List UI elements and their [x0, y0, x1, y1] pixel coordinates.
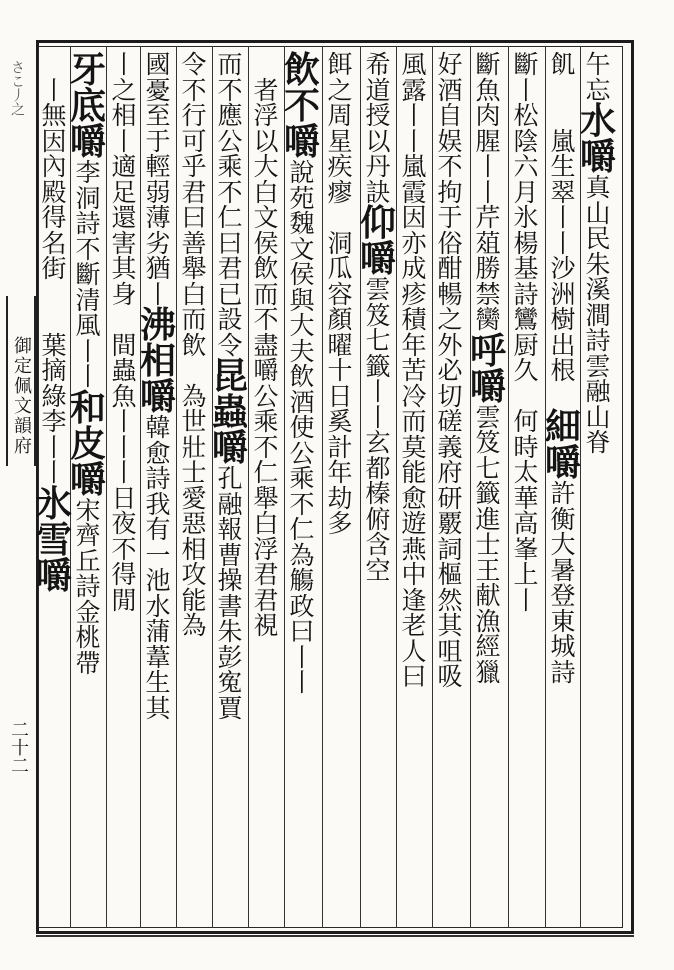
headword: 嚼	[36, 554, 73, 597]
text-column	[546, 52, 580, 685]
headword: 蟲	[212, 391, 249, 433]
text-segment: 好 酒 自 娱 不 拘 于 俗 酣 暢 之 外 必 切 磋 義 府 研 覈 詞 樞 然 其 咀 吸	[437, 50, 463, 691]
headword: 氷	[36, 482, 73, 525]
text-segment: 丨 之 相 丨 適 足 還 害 其 身	[111, 50, 137, 309]
text-column	[323, 52, 357, 537]
text-segment: 飢	[550, 50, 576, 79]
text-segment: 間 蟲 魚 丨 丨 丨 日 夜 不 得 閒	[111, 330, 137, 615]
headword: 仰	[360, 202, 397, 244]
text-segment: 午 忘	[585, 50, 611, 105]
text-column	[361, 52, 395, 583]
headword: 相	[140, 340, 177, 382]
headword: 嚼	[580, 136, 617, 178]
headword: 嚼	[545, 442, 582, 484]
text-segment	[41, 282, 66, 333]
text-segment: 許 衡 大 暑 登 東 城 詩	[550, 479, 576, 687]
headword: 水	[580, 100, 617, 142]
headword: 嚼	[70, 458, 107, 501]
text-segment: 孔 融 報 曹 操 書 朱 彭 寃 賈	[217, 464, 243, 723]
page-number	[6, 720, 30, 774]
text-segment: 嵐 生 翠 丨 丨 沙 洲 樹 出 根	[550, 126, 576, 385]
headword: 飲	[284, 49, 321, 91]
headword: 皮	[70, 422, 107, 465]
text-segment: 宋 齊 丘 詩 金 桃 帶	[75, 495, 101, 678]
text-segment: 斷 魚 肉 腥 丨 丨 芹 葅 勝 禁 臠	[475, 50, 501, 334]
text-column	[141, 52, 175, 721]
text-column	[284, 49, 321, 697]
text-segment: 希 道 授 以 丹 訣	[365, 50, 391, 207]
headword: 嚼	[284, 121, 321, 163]
text-segment: 風 露 丨 丨 嵐 霞 因 亦 成 疹 積 年 苦 冷 而 莫 能 愈 遊 燕 中 逢 老 人 曰	[401, 50, 427, 691]
text-segment: 葉 摘 綠 李 丨 丨	[41, 330, 67, 487]
text-segment	[41, 52, 66, 78]
text-column	[397, 52, 431, 690]
headword: 呼	[470, 329, 507, 372]
text-segment: 丨 松 陰 六 月 氷 楊 基 詩 鸞 厨 久	[513, 75, 539, 385]
text-segment: 韓 愈 詩 我 有 一 池 水 蒲 葦 生 其	[145, 413, 171, 723]
text-column	[213, 52, 247, 721]
headword: 不	[284, 85, 321, 127]
text-column	[471, 52, 505, 685]
text-segment: 雲 笈 七 籤 進 士 王 献 漁 經 獵	[475, 402, 501, 687]
text-segment: 真 山 民 朱 溪 澗 詩 雲 融 山 脊	[585, 173, 611, 457]
headword: 嚼	[140, 376, 177, 418]
book-title-text: 御定佩文韻府	[11, 336, 32, 456]
text-column	[433, 52, 467, 690]
text-column	[249, 52, 283, 639]
text-segment	[253, 52, 278, 78]
headword: 底	[70, 85, 107, 127]
headword: 昆	[212, 355, 249, 397]
headword: 嚼	[212, 427, 249, 469]
headword: 細	[545, 406, 582, 448]
bottom-rule	[36, 935, 634, 937]
text-segment: 國 憂 至 于 輕 弱 薄 劣 猶 丨	[145, 50, 171, 309]
text-segment: 而 不 應 公 乘 不 仁 曰 君 已 設 令	[217, 50, 243, 360]
headword: 嚼	[360, 238, 397, 280]
text-segment: 李 洞 詩 不 斷 清 風 丨 丨	[75, 158, 101, 391]
text-segment: 者 浮 以 大 白 文 侯 飲 而 不 盡 嚼 公 乘 不 仁 舉 白 浮 君 君 視	[253, 75, 279, 640]
page-number-text: 二十二	[8, 720, 29, 774]
text-column	[70, 49, 107, 678]
text-segment: 雲 笈 七 籤 丨 丨 玄 都 榛 俯 含 空	[365, 275, 391, 585]
text-segment: 斷	[513, 50, 539, 79]
text-segment	[550, 78, 575, 129]
text-segment	[111, 307, 136, 333]
text-column	[177, 52, 211, 639]
text-segment	[513, 384, 538, 410]
text-segment: 令 不 行 可 乎 君 曰 善 舉 白 而 飲	[181, 50, 207, 360]
text-segment: 何 時 太 華 高 峯 上 丨	[513, 407, 539, 615]
text-column	[509, 52, 543, 613]
text-segment	[327, 205, 352, 231]
text-segment	[181, 358, 206, 384]
text-segment: 洞 瓜 容 顏 曜 十 日 奚 計 年 劫 多	[327, 228, 353, 538]
headword: 沸	[140, 304, 177, 346]
margin-note	[4, 60, 30, 116]
headword: 和	[70, 386, 107, 429]
headword: 牙	[70, 49, 107, 91]
text-segment: 餌 之 周 星 疾 瘳	[327, 50, 353, 207]
text-column	[36, 52, 73, 597]
text-column	[107, 52, 141, 613]
headword: 嚼	[70, 121, 107, 163]
text-segment: 丨 無 因 內 殿 得 名 街	[41, 75, 67, 283]
headword: 雪	[36, 518, 73, 561]
headword: 嚼	[470, 365, 507, 408]
text-segment: 說 苑 魏 文 侯 與 大 夫 飲 酒 使 公 乘 不 仁 為 觴 政 曰 丨 丨	[289, 158, 315, 697]
margin-note-text: さこ丿之	[9, 60, 25, 116]
text-segment: 為 世 壯 士 愛 惡 相 攻 能 為	[181, 381, 207, 640]
book-side-title	[6, 296, 36, 466]
